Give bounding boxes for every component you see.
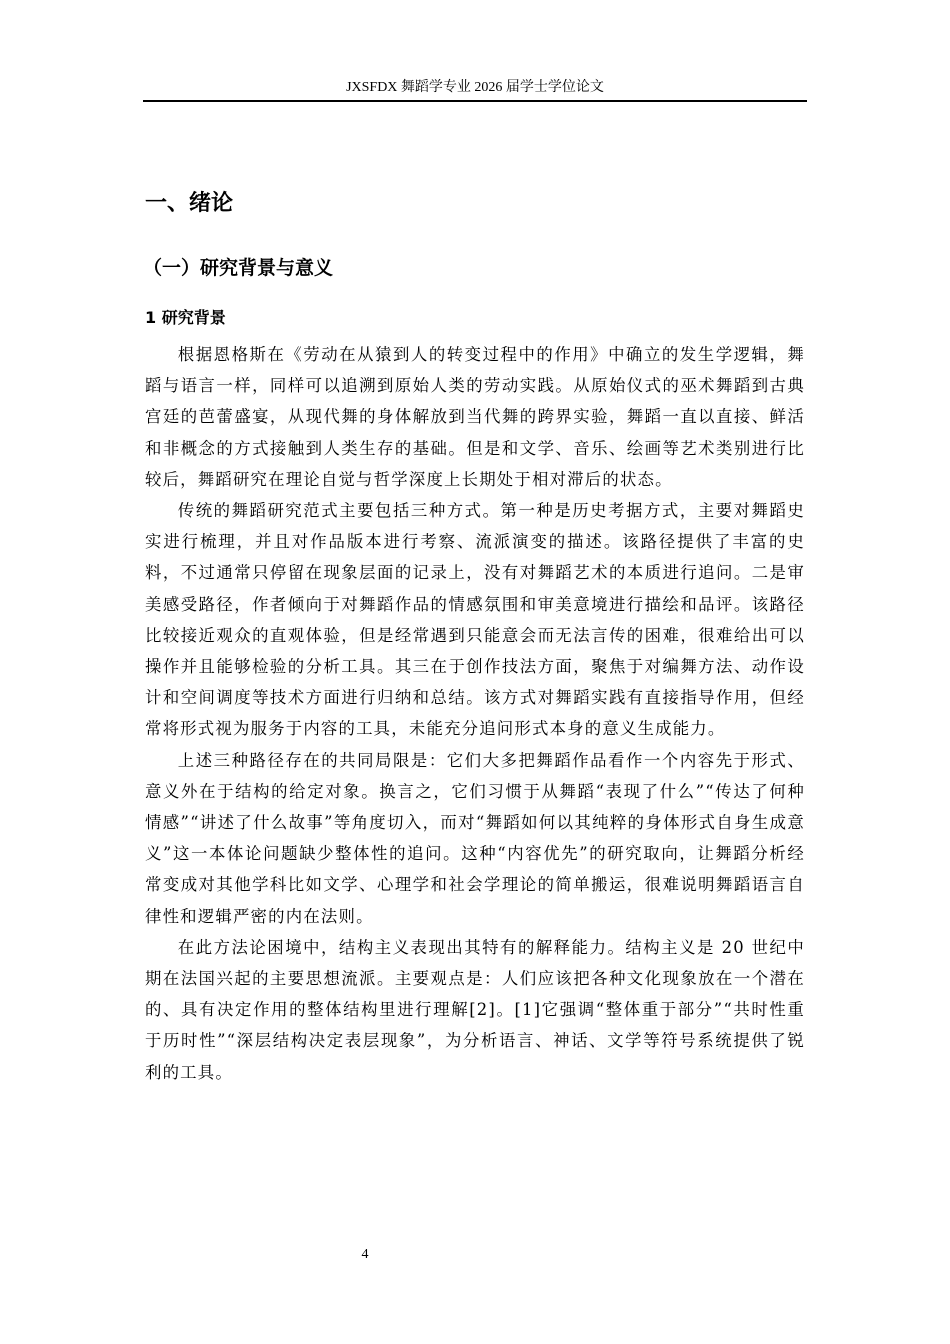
paragraph: 传统的舞蹈研究范式主要包括三种方式。第一种是历史考据方式，主要对舞蹈史实进行梳理，并且对作品版本进行考察、流派演变的描述。该路径提供了丰富的史料，不过通常只停留在现象层面的记录上，没有对舞蹈艺术的本质进行追问。二是审美感受路径，作者倾向于对舞蹈作品的情感氛围和审美意境进行描绘和品评。该路径比较接近观众的直观体验，但是经常遇到只能意会而无法言传的困难，很难给出可以操作并且能够检验的分析工具。其三在于创作技法方面，聚焦于对编舞方法、动作设计和空间调度等技术方面进行归纳和总结。该方式对舞蹈实践有直接指导作用，但经常将形式视为服务于内容的工具，未能充分追问形式本身的意义生成能力。 [145, 501, 805, 739]
header-divider [143, 100, 807, 102]
page-number: 4 [361, 1247, 369, 1262]
section-heading: （一）研究背景与意义 [143, 257, 334, 279]
paragraph: 上述三种路径存在的共同局限是：它们大多把舞蹈作品看作一个内容先于形式、意义外在于结构的给定对象。换言之，它们习惯于从舞蹈“表现了什么”“传达了何种情感”“讲述了什么故事”等角度切入，而对“舞蹈如何以其纯粹的身体形式自身生成意义”这一本体论问题缺少整体性的追问。这种“内容优先”的研究取向，让舞蹈分析经常变成对其他学科比如文学、心理学和社会学理论的简单搬运，很难说明舞蹈语言自律性和逻辑严密的内在法则。 [145, 750, 805, 926]
running-header: JXSFDX 舞蹈学专业 2026 届学士学位论文 [346, 80, 604, 95]
body-text [145, 339, 805, 1088]
paragraph: 在此方法论困境中，结构主义表现出其特有的解释能力。结构主义是 20 世纪中期在法国兴起的主要思想流派。主要观点是：人们应该把各种文化现象放在一个潜在的、具有决定作用的整体结构里进行理解[2]。[1]它强调“整体重于部分”“共时性重于历时性”“深层结构决定表层现象”，为分析语言、神话、文学等符号系统提供了锐利的工具。 [145, 937, 805, 1082]
paragraph: 根据恩格斯在《劳动在从猿到人的转变过程中的作用》中确立的发生学逻辑，舞蹈与语言一样，同样可以追溯到原始人类的劳动实践。从原始仪式的巫术舞蹈到古典宫廷的芭蕾盛宴，从现代舞的身体解放到当代舞的跨界实验，舞蹈一直以直接、鲜活和非概念的方式接触到人类生存的基础。但是和文学、音乐、绘画等艺术类别进行比较后，舞蹈研究在理论自觉与哲学深度上长期处于相对滞后的状态。 [145, 345, 805, 489]
chapter-heading: 一、绪论 [145, 191, 234, 216]
subsection-heading: 1 研究背景 [145, 308, 226, 327]
